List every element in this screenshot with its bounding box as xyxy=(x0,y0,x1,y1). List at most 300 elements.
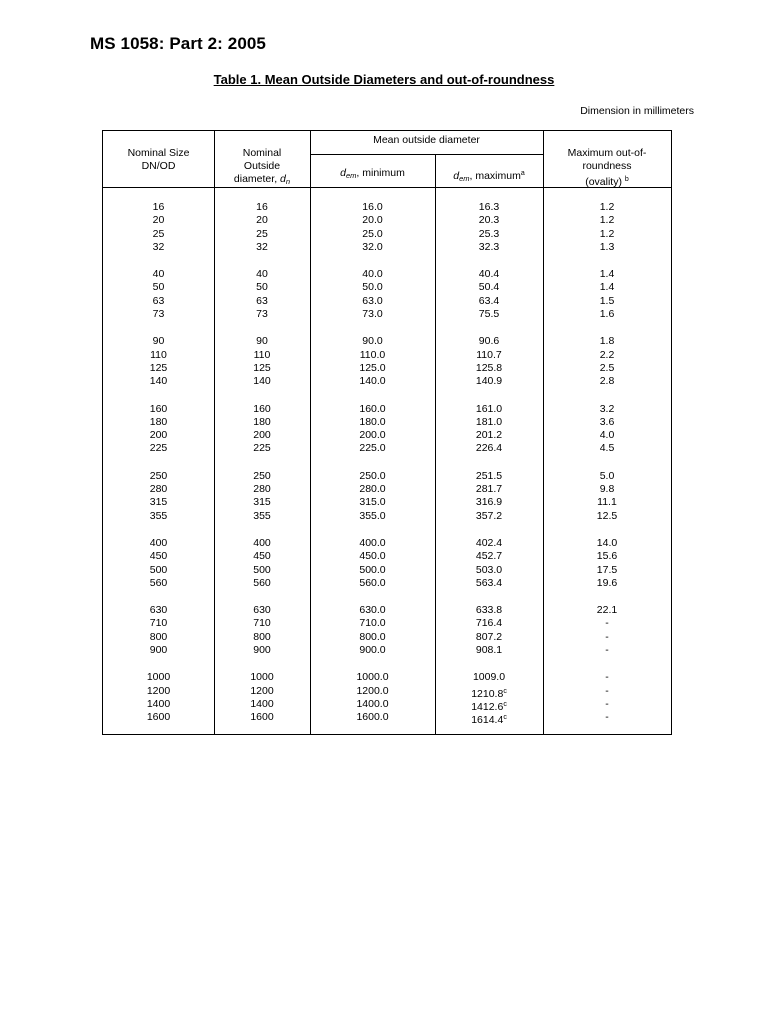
table-cell xyxy=(103,349,214,362)
cell-value: 1.8 xyxy=(599,335,615,348)
table-cell xyxy=(103,510,214,523)
row-group xyxy=(310,604,435,657)
table-cell xyxy=(310,550,435,563)
cell-value: 400 xyxy=(149,536,168,549)
table-cell xyxy=(103,241,214,254)
cell-value: 1000 xyxy=(146,671,171,684)
header-text: Nominal xyxy=(242,147,282,159)
table-cell xyxy=(435,711,543,727)
table-cell xyxy=(435,564,543,577)
symbol: d xyxy=(340,167,346,179)
cell-value: 1000.0 xyxy=(356,671,389,684)
table-cell xyxy=(543,483,671,496)
row-group xyxy=(435,403,543,456)
table-cell xyxy=(543,496,671,509)
cell-value: 281.7 xyxy=(475,483,503,496)
table-cell xyxy=(214,442,310,455)
cell-value: 140 xyxy=(149,375,168,388)
header-dem-max xyxy=(435,167,543,185)
table-cell xyxy=(543,416,671,429)
table-cell xyxy=(435,281,543,294)
row-group xyxy=(103,403,214,456)
cell-value: 19.6 xyxy=(596,576,618,589)
cell-value: 225 xyxy=(149,442,168,455)
column-dem-max xyxy=(435,201,543,739)
row-group xyxy=(435,671,543,727)
cell-value: 355.0 xyxy=(359,509,386,522)
cell-value: 110.0 xyxy=(359,348,386,361)
cell-value: 1600 xyxy=(146,711,171,724)
row-group xyxy=(214,604,310,657)
cell-value: 400 xyxy=(253,536,271,549)
cell-value: 710 xyxy=(149,617,168,630)
symbol: d xyxy=(453,170,460,182)
table-cell xyxy=(543,349,671,362)
cell-value: 503.0 xyxy=(475,563,503,576)
cell-value: 1009.0 xyxy=(472,671,506,684)
table-cell xyxy=(310,375,435,388)
footnote-mark: c xyxy=(503,700,507,708)
cell-value: 2.5 xyxy=(599,361,615,374)
row-group xyxy=(543,201,671,254)
table-cell xyxy=(214,617,310,630)
subscript: em xyxy=(346,171,357,180)
table-cell xyxy=(543,631,671,644)
cell-value: - xyxy=(605,617,609,630)
row-group xyxy=(543,268,671,321)
cell-value: 40 xyxy=(256,268,268,281)
cell-value: 452.7 xyxy=(475,550,503,563)
cell-value: 125.8 xyxy=(475,361,503,374)
table-cell xyxy=(214,403,310,416)
row-group xyxy=(435,335,543,388)
cell-value: 1614.4 xyxy=(471,714,504,727)
table-cell xyxy=(214,241,310,254)
table-cell xyxy=(310,671,435,684)
table-cell xyxy=(214,711,310,724)
cell-value: 630 xyxy=(253,604,271,617)
table-cell xyxy=(435,362,543,375)
cell-value: 25 xyxy=(256,227,268,240)
row-group xyxy=(103,470,214,523)
row-group xyxy=(214,537,310,590)
cell-value: - xyxy=(605,644,609,657)
table-cell xyxy=(435,416,543,429)
table-cell xyxy=(543,685,671,698)
cell-value: 125 xyxy=(149,361,168,374)
cell-value: 315.0 xyxy=(359,496,386,509)
cell-value: 1.4 xyxy=(599,281,615,294)
header-text: Outside xyxy=(243,160,281,172)
cell-value: 20 xyxy=(256,214,268,227)
table-cell xyxy=(543,537,671,550)
table-cell xyxy=(543,604,671,617)
header-text: , minimum xyxy=(356,167,405,179)
table-cell xyxy=(310,308,435,321)
cell-value: 40 xyxy=(152,268,165,281)
table-cell xyxy=(543,295,671,308)
table-cell xyxy=(310,631,435,644)
row-group xyxy=(435,470,543,523)
table-cell xyxy=(435,429,543,442)
cell-value: 16 xyxy=(152,201,165,213)
table-cell xyxy=(435,631,543,644)
table-cell xyxy=(103,483,214,496)
table-cell xyxy=(214,214,310,227)
table-cell xyxy=(103,617,214,630)
cell-value: 800.0 xyxy=(359,630,386,643)
row-group xyxy=(435,537,543,590)
row-group xyxy=(310,671,435,724)
table-cell xyxy=(435,483,543,496)
table-cell xyxy=(103,268,214,281)
row-group xyxy=(103,537,214,590)
table-cell xyxy=(103,685,214,698)
table-cell xyxy=(310,644,435,657)
cell-value: 16.3 xyxy=(478,201,500,213)
cell-value: - xyxy=(605,697,609,710)
table-cell xyxy=(435,268,543,281)
cell-value: 50.0 xyxy=(362,281,383,294)
cell-value: - xyxy=(605,711,609,724)
table-cell xyxy=(310,510,435,523)
document-header: MS 1058: Part 2: 2005 xyxy=(90,34,266,53)
table-cell xyxy=(310,349,435,362)
row-group xyxy=(103,201,214,254)
table-cell xyxy=(310,577,435,590)
table-cell xyxy=(103,550,214,563)
table-cell xyxy=(435,685,543,698)
row-group xyxy=(214,268,310,321)
table-cell xyxy=(103,214,214,227)
header-nominal-od xyxy=(214,147,310,188)
row-group xyxy=(103,268,214,321)
table-cell xyxy=(103,403,214,416)
table-cell xyxy=(103,698,214,711)
cell-value: 160 xyxy=(253,402,271,415)
cell-value: 1600.0 xyxy=(356,711,389,724)
cell-value: 63.0 xyxy=(362,294,383,307)
cell-value: 1.3 xyxy=(599,240,615,253)
cell-value: 5.0 xyxy=(599,469,615,482)
table-cell xyxy=(310,698,435,711)
cell-value: 900 xyxy=(253,644,271,657)
cell-value: 251.5 xyxy=(475,469,503,482)
table-cell xyxy=(435,241,543,254)
cell-value: 20 xyxy=(152,214,165,227)
table-cell xyxy=(543,228,671,241)
table-cell xyxy=(103,228,214,241)
cell-value: 63 xyxy=(256,294,268,307)
table-cell xyxy=(543,644,671,657)
table-cell xyxy=(310,429,435,442)
cell-value: 25 xyxy=(152,227,165,240)
table-cell xyxy=(103,442,214,455)
header-nominal-size xyxy=(103,147,214,173)
cell-value: 280 xyxy=(253,483,271,496)
table-cell xyxy=(310,617,435,630)
table-cell xyxy=(310,442,435,455)
table-cell xyxy=(310,228,435,241)
cell-value: 140 xyxy=(253,375,271,388)
cell-value: 50 xyxy=(256,281,268,294)
cell-value: 110 xyxy=(253,348,271,361)
cell-value: 32 xyxy=(256,240,268,253)
row-group xyxy=(103,671,214,724)
table-cell xyxy=(543,550,671,563)
table-cell xyxy=(214,308,310,321)
row-group xyxy=(435,201,543,254)
cell-value: 40.4 xyxy=(478,268,500,281)
table-cell xyxy=(310,496,435,509)
table-cell xyxy=(103,308,214,321)
cell-value: 90.0 xyxy=(362,335,383,348)
table-cell xyxy=(543,241,671,254)
table-cell xyxy=(103,644,214,657)
cell-value: 20.0 xyxy=(362,214,383,227)
cell-value: 1.2 xyxy=(599,201,615,213)
cell-value: 4.0 xyxy=(599,429,615,442)
row-group xyxy=(543,604,671,657)
cell-value: 1200.0 xyxy=(356,684,389,697)
cell-value: 1.4 xyxy=(599,268,615,281)
row-group xyxy=(214,403,310,456)
table-cell xyxy=(310,335,435,348)
table-cell xyxy=(103,496,214,509)
cell-value: 110 xyxy=(150,348,167,361)
row-group xyxy=(310,335,435,388)
cell-value: 630 xyxy=(149,604,168,617)
table-cell xyxy=(214,228,310,241)
cell-value: 22.1 xyxy=(596,604,618,617)
row-group xyxy=(310,268,435,321)
table-cell xyxy=(214,631,310,644)
table-cell xyxy=(543,201,671,214)
table-cell xyxy=(310,241,435,254)
cell-value: 90 xyxy=(256,335,268,348)
table-cell xyxy=(310,604,435,617)
table-cell xyxy=(435,617,543,630)
table-cell xyxy=(310,483,435,496)
cell-value: 180 xyxy=(149,415,168,428)
table-cell xyxy=(103,631,214,644)
header-dem-min xyxy=(310,167,435,182)
cell-value: 73.0 xyxy=(362,308,383,321)
cell-value: 200.0 xyxy=(359,429,386,442)
cell-value: 125.0 xyxy=(359,361,386,374)
table-cell xyxy=(543,671,671,684)
table-cell xyxy=(214,644,310,657)
row-group xyxy=(310,403,435,456)
table-cell xyxy=(103,416,214,429)
cell-value: 32 xyxy=(152,240,165,253)
cell-value: 315 xyxy=(253,496,271,509)
table-cell xyxy=(310,268,435,281)
cell-value: 1.2 xyxy=(599,227,615,240)
cell-value: 900 xyxy=(149,644,168,657)
row-group xyxy=(103,335,214,388)
cell-value: 200 xyxy=(253,429,271,442)
table-cell xyxy=(310,537,435,550)
table-cell xyxy=(435,375,543,388)
column-dn-od xyxy=(103,201,214,739)
row-group xyxy=(310,470,435,523)
cell-value: 1400 xyxy=(250,697,274,710)
cell-value: 226.4 xyxy=(475,442,503,455)
table-cell xyxy=(214,349,310,362)
row-group xyxy=(435,268,543,321)
table-cell xyxy=(103,537,214,550)
row-group xyxy=(310,201,435,254)
cell-value: 1200 xyxy=(146,684,171,697)
cell-value: 800 xyxy=(149,630,168,643)
table-cell xyxy=(435,201,543,214)
cell-value: 25.3 xyxy=(478,227,500,240)
table-cell xyxy=(103,362,214,375)
footnote-mark: a xyxy=(520,170,525,177)
table-cell xyxy=(214,537,310,550)
cell-value: 161.0 xyxy=(475,402,503,415)
header-subdivider xyxy=(310,154,543,155)
cell-value: 355 xyxy=(253,509,271,522)
table-cell xyxy=(543,470,671,483)
cell-value: 710.0 xyxy=(359,617,386,630)
cell-value: 1400 xyxy=(146,697,171,710)
table-cell xyxy=(214,201,310,214)
subscript: n xyxy=(285,177,291,186)
cell-value: 500.0 xyxy=(359,563,386,576)
cell-value: 3.6 xyxy=(599,415,615,428)
cell-value: 1200 xyxy=(250,684,274,697)
header-text: (ovality) xyxy=(585,176,622,188)
table-cell xyxy=(310,201,435,214)
table-cell xyxy=(543,617,671,630)
cell-value: 1210.8 xyxy=(471,687,504,700)
row-group xyxy=(310,537,435,590)
symbol: d xyxy=(280,173,286,185)
table-cell xyxy=(103,604,214,617)
table-cell xyxy=(435,604,543,617)
cell-value: 2.2 xyxy=(599,348,615,361)
cell-value: - xyxy=(605,671,609,684)
subscript: em xyxy=(459,174,470,183)
table-cell xyxy=(214,335,310,348)
cell-value: 630.0 xyxy=(359,604,386,617)
cell-value: 280 xyxy=(149,483,168,496)
table-cell xyxy=(103,295,214,308)
table-cell xyxy=(543,564,671,577)
cell-value: 1400.0 xyxy=(356,697,389,710)
table-cell xyxy=(543,335,671,348)
row-group xyxy=(214,335,310,388)
table-cell xyxy=(435,403,543,416)
table-cell xyxy=(435,671,543,684)
cell-value: 63 xyxy=(152,294,165,307)
table-cell xyxy=(214,375,310,388)
cell-value: 73 xyxy=(256,308,268,321)
cell-value: 73 xyxy=(152,308,165,321)
table-cell xyxy=(214,550,310,563)
cell-value: 4.5 xyxy=(599,442,615,455)
row-group xyxy=(435,604,543,657)
cell-value: 90 xyxy=(152,335,165,348)
table-cell xyxy=(214,685,310,698)
table-cell xyxy=(214,564,310,577)
table-cell xyxy=(103,429,214,442)
table-cell xyxy=(310,403,435,416)
cell-value: 20.3 xyxy=(478,214,500,227)
table-cell xyxy=(214,671,310,684)
cell-value: 32.3 xyxy=(478,240,500,253)
table-cell xyxy=(214,496,310,509)
cell-value: 90.6 xyxy=(478,335,500,348)
table-cell xyxy=(310,711,435,724)
cell-value: 17.5 xyxy=(596,563,618,576)
table-cell xyxy=(103,375,214,388)
cell-value: 50.4 xyxy=(478,281,500,294)
table-cell xyxy=(435,295,543,308)
cell-value: - xyxy=(605,630,609,643)
table-cell xyxy=(543,711,671,724)
table-title xyxy=(0,72,768,87)
cell-value: 201.2 xyxy=(475,429,503,442)
table-cell xyxy=(435,214,543,227)
cell-value: 450 xyxy=(149,550,168,563)
cell-value: 25.0 xyxy=(362,227,383,240)
header-text: Maximum out-of- xyxy=(567,147,647,159)
cell-value: 900.0 xyxy=(359,644,386,657)
footnote-mark: c xyxy=(503,714,507,722)
cell-value: 908.1 xyxy=(475,644,503,657)
row-group xyxy=(214,671,310,724)
cell-value: 225 xyxy=(253,442,271,455)
cell-value: 357.2 xyxy=(475,509,503,522)
column-ovality xyxy=(543,201,671,739)
table-cell xyxy=(214,510,310,523)
cell-value: 1.6 xyxy=(599,308,615,321)
table-cell xyxy=(543,308,671,321)
table-cell xyxy=(543,214,671,227)
cell-value: 125 xyxy=(253,361,271,374)
cell-value: 710 xyxy=(253,617,271,630)
cell-value: 560 xyxy=(149,576,168,589)
cell-value: 500 xyxy=(149,563,168,576)
cell-value: 250.0 xyxy=(359,469,386,482)
table-cell xyxy=(214,698,310,711)
table-cell xyxy=(310,685,435,698)
table-cell xyxy=(435,442,543,455)
table-cell xyxy=(103,711,214,724)
cell-value: 3.2 xyxy=(599,402,615,415)
footnote-mark: c xyxy=(503,687,507,695)
table-cell xyxy=(435,537,543,550)
cell-value: 200 xyxy=(149,429,168,442)
cell-value: 16.0 xyxy=(362,201,383,213)
cell-value: 1.2 xyxy=(599,214,615,227)
table-cell xyxy=(310,214,435,227)
header-text xyxy=(543,173,671,189)
table-cell xyxy=(435,228,543,241)
cell-value: 560.0 xyxy=(359,576,386,589)
table-cell xyxy=(214,268,310,281)
row-group xyxy=(214,201,310,254)
table-cell xyxy=(543,281,671,294)
header-max-ovality xyxy=(543,147,671,189)
cell-value: 1000 xyxy=(250,671,274,684)
cell-value: 140.9 xyxy=(475,375,503,388)
table-cell xyxy=(310,470,435,483)
cell-value: 560 xyxy=(253,576,271,589)
